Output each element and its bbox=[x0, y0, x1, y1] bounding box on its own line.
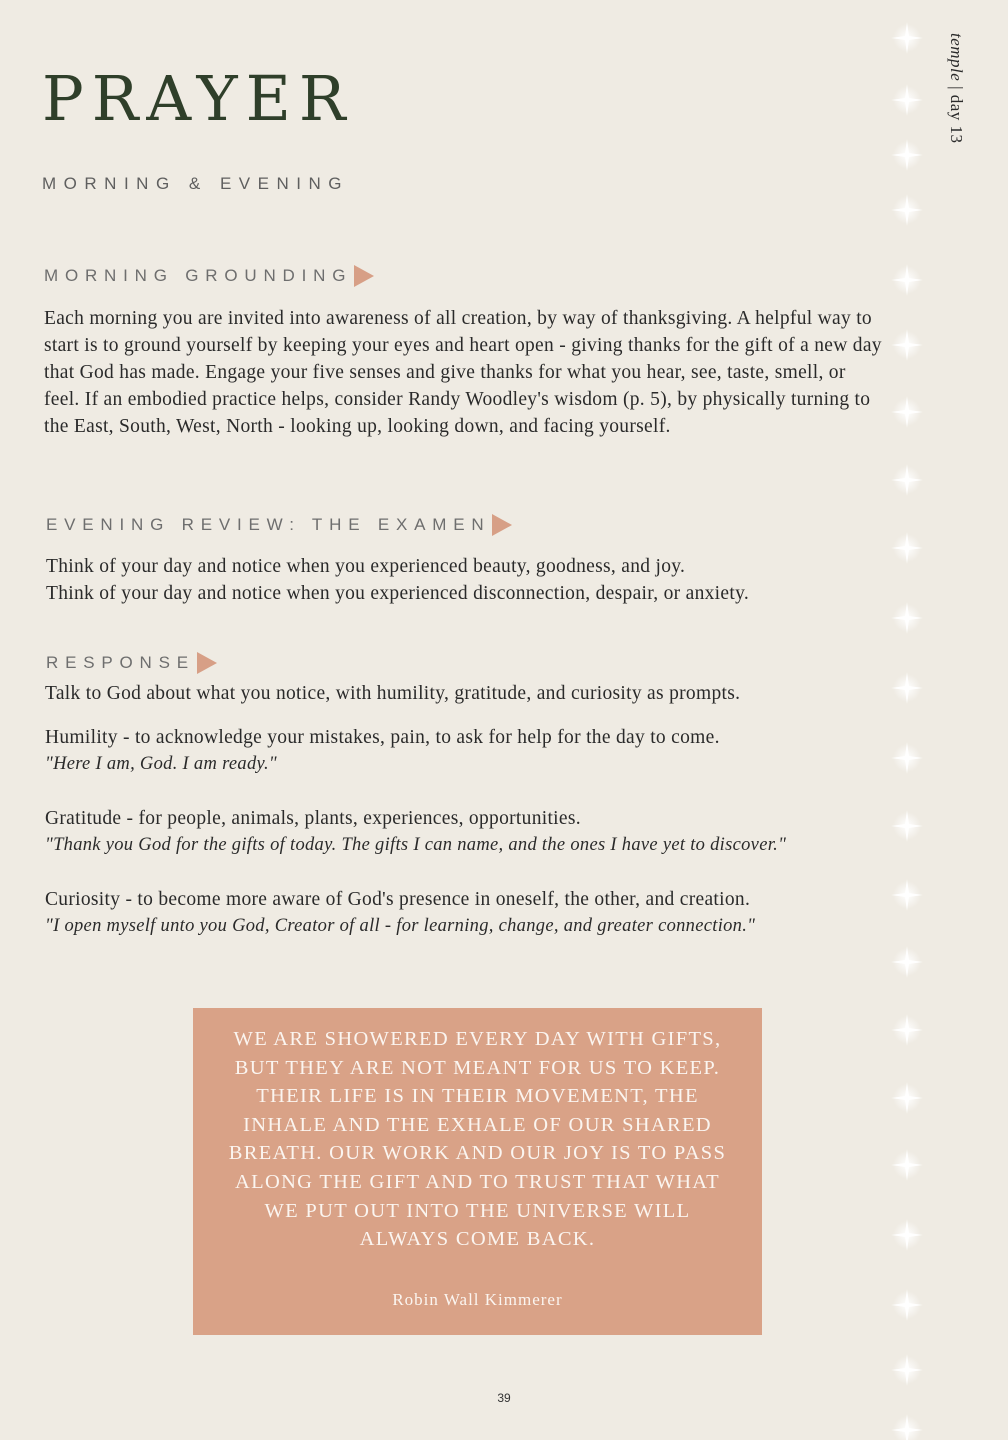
quote-text: WE ARE SHOWERED EVERY DAY WITH GIFTS, BUT THEY ARE NOT MEANT FOR US TO KEEP. THEIR LIFE IS IN THEIR MOVEMENT, THE INHALE AND THE EXHALE OF OUR SHARED BREATH. OUR WORK AND OUR JOY IS TO PASS ALONG THE GIFT AND TO TRUST THAT WHAT WE PUT OUT INTO THE UNIVERSE WILL ALWAYS COME BACK. bbox=[228, 1028, 727, 1251]
sparkle-icon bbox=[891, 22, 923, 54]
evening-heading bbox=[46, 514, 512, 536]
sparkle-icon bbox=[891, 532, 923, 564]
page-title: PRAYER bbox=[42, 62, 354, 135]
side-tag-day: | day 13 bbox=[947, 81, 966, 144]
triangle-right-icon bbox=[197, 652, 217, 674]
sparkle-icon bbox=[891, 194, 923, 226]
triangle-right-icon bbox=[492, 514, 512, 536]
morning-heading-label: MORNING GROUNDING bbox=[44, 266, 353, 285]
quote-box bbox=[193, 1008, 762, 1335]
gratitude-quote: "Thank you God for the gifts of today. The gifts I can name, and the ones I have yet to discover." bbox=[45, 835, 787, 855]
morning-body: Each morning you are invited into awareness of all creation, by way of thanksgiving. A helpful way to start is to ground yourself by keeping your eyes and heart open - giving thanks for the gift of a new day that God has made. Engage your five senses and give thanks for what you hear, see, taste, smell, or feel. If an embodied practice helps, consider Randy Woodley's wisdom (p. 5), by physically turning to the East, South, West, North - looking up, looking down, and facing yourself. bbox=[44, 308, 882, 437]
gratitude-text: Gratitude - for people, animals, plants, experiences, opportunities. bbox=[45, 808, 581, 829]
sparkle-icon bbox=[891, 139, 923, 171]
sparkle-icon bbox=[891, 602, 923, 634]
response-heading-label: RESPONSE bbox=[46, 653, 195, 672]
triangle-right-icon bbox=[354, 265, 374, 287]
sparkle-icon bbox=[891, 264, 923, 296]
response-intro: Talk to God about what you notice, with humility, gratitude, and curiosity as prompts. bbox=[45, 683, 741, 704]
sparkle-icon bbox=[891, 1149, 923, 1181]
sparkle-icon bbox=[891, 396, 923, 428]
evening-line-1: Think of your day and notice when you experienced beauty, goodness, and joy. bbox=[46, 556, 686, 577]
sparkle-icon bbox=[891, 1082, 923, 1114]
sparkle-icon bbox=[891, 1289, 923, 1321]
sparkle-column bbox=[870, 0, 950, 1440]
quote-author: Robin Wall Kimmerer bbox=[392, 1290, 563, 1309]
sparkle-icon bbox=[891, 742, 923, 774]
sparkle-icon bbox=[891, 329, 923, 361]
evening-heading-label: EVENING REVIEW: THE EXAMEN bbox=[46, 515, 491, 534]
page-subtitle: MORNING & EVENING bbox=[42, 174, 349, 193]
humility-quote: "Here I am, God. I am ready." bbox=[45, 754, 277, 774]
sparkle-icon bbox=[891, 1354, 923, 1386]
sparkle-icon bbox=[891, 810, 923, 842]
sparkle-icon bbox=[891, 1014, 923, 1046]
sparkle-icon bbox=[891, 1219, 923, 1251]
curiosity-text: Curiosity - to become more aware of God's presence in oneself, the other, and creation. bbox=[45, 889, 751, 910]
curiosity-quote: "I open myself unto you God, Creator of all - for learning, change, and greater connection." bbox=[45, 916, 756, 936]
evening-line-2: Think of your day and notice when you experienced disconnection, despair, or anxiety. bbox=[46, 583, 750, 604]
morning-heading bbox=[44, 265, 374, 287]
sparkle-icon bbox=[891, 1414, 923, 1440]
side-tag-series: temple bbox=[947, 33, 966, 82]
sparkle-icon bbox=[891, 879, 923, 911]
sparkle-icon bbox=[891, 464, 923, 496]
sparkle-icon bbox=[891, 946, 923, 978]
response-heading bbox=[46, 652, 217, 674]
sparkle-icon bbox=[891, 672, 923, 704]
sparkle-icon bbox=[891, 84, 923, 116]
humility-text: Humility - to acknowledge your mistakes, pain, to ask for help for the day to come. bbox=[45, 727, 720, 748]
page-number: 39 bbox=[497, 1391, 511, 1405]
